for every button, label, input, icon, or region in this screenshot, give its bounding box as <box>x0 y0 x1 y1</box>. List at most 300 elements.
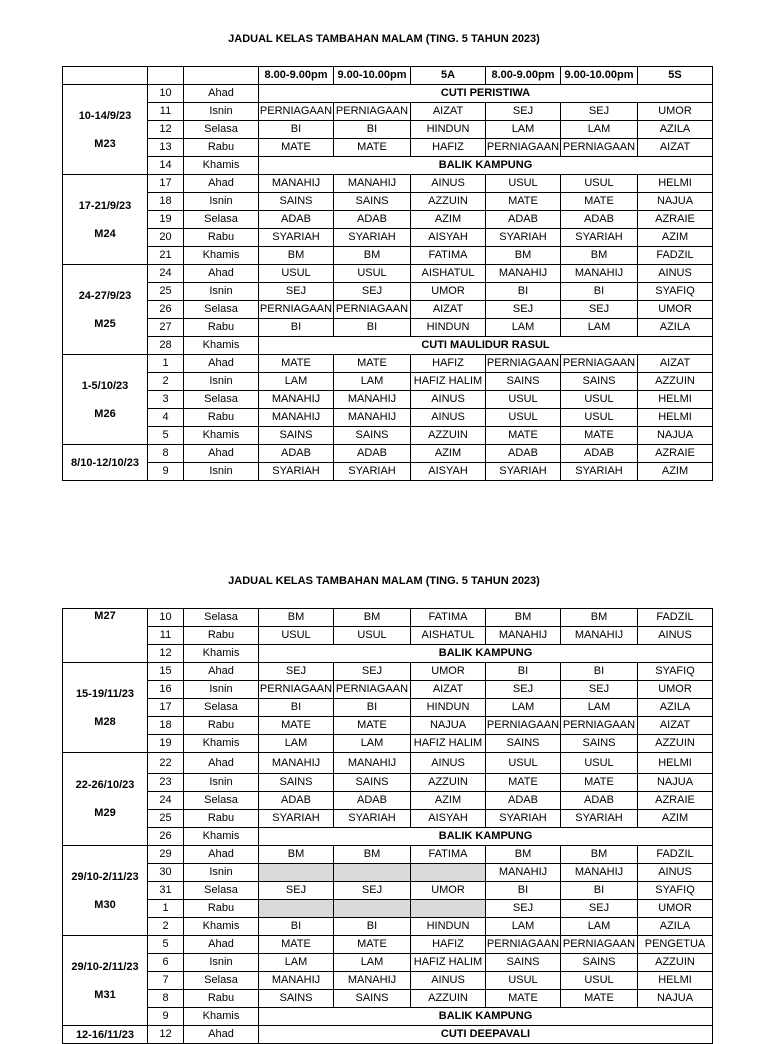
subject-cell: NAJUA <box>638 774 713 792</box>
subject-cell: NAJUA <box>638 990 713 1008</box>
subject-cell: SAINS <box>259 427 334 445</box>
subject-cell: USUL <box>561 175 638 193</box>
subject-cell: ADAB <box>486 445 561 463</box>
subject-cell: SEJ <box>259 283 334 301</box>
subject-cell: AZIM <box>638 229 713 247</box>
table-row <box>63 864 713 882</box>
subject-cell: ADAB <box>486 211 561 229</box>
subject-cell: AZZUIN <box>638 373 713 391</box>
subject-cell: SEJ <box>486 681 561 699</box>
header-cell: 5S <box>638 67 713 85</box>
date-cell: 24 <box>148 792 184 810</box>
subject-cell: BM <box>259 247 334 265</box>
schedule-table-1 <box>62 66 713 481</box>
subject-cell: BI <box>561 663 638 681</box>
subject-cell: UMOR <box>411 283 486 301</box>
subject-cell: MATE <box>486 990 561 1008</box>
day-cell: Khamis <box>184 918 259 936</box>
subject-cell: AZZUIN <box>411 774 486 792</box>
week-cell <box>63 1026 148 1044</box>
date-cell: 17 <box>148 699 184 717</box>
subject-cell: BI <box>486 663 561 681</box>
day-cell: Selasa <box>184 391 259 409</box>
table-row <box>63 283 713 301</box>
subject-cell: MANAHIJ <box>334 409 411 427</box>
subject-cell: LAM <box>334 735 411 753</box>
day-cell: Rabu <box>184 810 259 828</box>
day-cell: Isnin <box>184 103 259 121</box>
subject-cell: PERNIAGAAN <box>561 355 638 373</box>
subject-cell: BM <box>334 609 411 627</box>
subject-cell: MATE <box>561 427 638 445</box>
subject-cell: MATE <box>259 936 334 954</box>
subject-cell: ADAB <box>334 211 411 229</box>
subject-cell <box>411 864 486 882</box>
table-row <box>63 972 713 990</box>
subject-cell: ADAB <box>561 792 638 810</box>
subject-cell: SEJ <box>334 663 411 681</box>
day-cell: Ahad <box>184 936 259 954</box>
date-cell: 18 <box>148 717 184 735</box>
table-row <box>63 717 713 735</box>
week-cell <box>63 609 148 663</box>
subject-cell: SAINS <box>334 990 411 1008</box>
subject-cell: HELMI <box>638 391 713 409</box>
page-1-title: JADUAL KELAS TAMBAHAN MALAM (TING. 5 TAHUN 2023) <box>228 33 540 45</box>
subject-cell: MATE <box>486 193 561 211</box>
week-date: 12-16/11/23 <box>75 1028 135 1041</box>
date-cell: 9 <box>148 463 184 481</box>
subject-cell <box>334 864 411 882</box>
subject-cell: LAM <box>486 918 561 936</box>
subject-cell: LAM <box>561 699 638 717</box>
week-code: M29 <box>94 807 116 819</box>
subject-cell: USUL <box>259 265 334 283</box>
subject-cell: FADZIL <box>638 247 713 265</box>
subject-cell: LAM <box>561 918 638 936</box>
subject-cell: MANAHIJ <box>486 627 561 645</box>
table-row <box>63 301 713 319</box>
week-cell <box>63 936 148 1026</box>
day-cell: Khamis <box>184 337 259 355</box>
table-row <box>63 355 713 373</box>
subject-cell: ADAB <box>561 211 638 229</box>
subject-cell: BI <box>334 918 411 936</box>
table-row <box>63 427 713 445</box>
subject-cell: SEJ <box>259 663 334 681</box>
subject-cell: LAM <box>259 373 334 391</box>
date-cell: 4 <box>148 409 184 427</box>
subject-cell: PERNIAGAAN <box>334 301 411 319</box>
subject-cell: HELMI <box>638 753 713 774</box>
subject-cell: HAFIZ HALIM <box>411 373 486 391</box>
subject-cell: MATE <box>334 717 411 735</box>
date-cell: 12 <box>148 1026 184 1044</box>
date-cell: 26 <box>148 301 184 319</box>
date-cell: 11 <box>148 103 184 121</box>
subject-cell: NAJUA <box>411 717 486 735</box>
date-cell: 12 <box>148 645 184 663</box>
subject-cell: MATE <box>259 355 334 373</box>
subject-cell: PERNIAGAAN <box>259 681 334 699</box>
schedule-table-2 <box>62 608 713 1044</box>
subject-cell: SEJ <box>561 900 638 918</box>
subject-cell: SAINS <box>334 193 411 211</box>
event-cell: BALIK KAMPUNG <box>259 157 713 175</box>
subject-cell: SEJ <box>561 301 638 319</box>
subject-cell: MATE <box>259 717 334 735</box>
day-cell: Rabu <box>184 990 259 1008</box>
date-cell: 9 <box>148 1008 184 1026</box>
subject-cell: USUL <box>561 972 638 990</box>
subject-cell: SYARIAH <box>259 810 334 828</box>
date-cell: 25 <box>148 810 184 828</box>
date-cell: 14 <box>148 157 184 175</box>
subject-cell: SAINS <box>561 373 638 391</box>
subject-cell: PERNIAGAAN <box>561 936 638 954</box>
subject-cell: AINUS <box>411 972 486 990</box>
subject-cell: SYAFIQ <box>638 283 713 301</box>
subject-cell: LAM <box>259 954 334 972</box>
subject-cell: SYARIAH <box>259 463 334 481</box>
subject-cell: AINUS <box>411 175 486 193</box>
day-cell: Rabu <box>184 319 259 337</box>
subject-cell: PERNIAGAAN <box>486 355 561 373</box>
table-row <box>63 193 713 211</box>
subject-cell: MATE <box>561 990 638 1008</box>
date-cell: 10 <box>148 609 184 627</box>
subject-cell: BM <box>486 846 561 864</box>
subject-cell: USUL <box>334 265 411 283</box>
week-date: 1-5/10/23 <box>81 379 129 392</box>
day-cell: Khamis <box>184 1008 259 1026</box>
event-cell: BALIK KAMPUNG <box>259 645 713 663</box>
table-row <box>63 627 713 645</box>
table-row <box>63 846 713 864</box>
week-code: M31 <box>94 988 116 1001</box>
header-cell: 5A <box>411 67 486 85</box>
subject-cell: MANAHIJ <box>334 391 411 409</box>
subject-cell: MANAHIJ <box>486 265 561 283</box>
date-cell: 1 <box>148 355 184 373</box>
subject-cell: LAM <box>259 735 334 753</box>
subject-cell: UMOR <box>411 663 486 681</box>
table-row <box>63 699 713 717</box>
subject-cell: AZILA <box>638 319 713 337</box>
week-date: 29/10-2/11/23 <box>71 870 139 883</box>
subject-cell: MANAHIJ <box>561 864 638 882</box>
subject-cell: USUL <box>561 391 638 409</box>
subject-cell: LAM <box>561 319 638 337</box>
table-row <box>63 85 713 103</box>
day-cell: Ahad <box>184 445 259 463</box>
subject-cell: MANAHIJ <box>259 175 334 193</box>
subject-cell: PERNIAGAAN <box>334 103 411 121</box>
subject-cell: HINDUN <box>411 121 486 139</box>
subject-cell: USUL <box>561 753 638 774</box>
page-2-title: JADUAL KELAS TAMBAHAN MALAM (TING. 5 TAHUN 2023) <box>228 575 540 587</box>
subject-cell: HELMI <box>638 175 713 193</box>
subject-cell: AZZUIN <box>638 954 713 972</box>
subject-cell: BI <box>259 699 334 717</box>
day-cell: Selasa <box>184 792 259 810</box>
subject-cell: MANAHIJ <box>334 972 411 990</box>
table-row <box>63 139 713 157</box>
date-cell: 8 <box>148 990 184 1008</box>
day-cell: Khamis <box>184 157 259 175</box>
subject-cell: USUL <box>259 627 334 645</box>
day-cell: Selasa <box>184 301 259 319</box>
table-row <box>63 211 713 229</box>
table-row <box>63 1008 713 1026</box>
day-cell: Selasa <box>184 882 259 900</box>
subject-cell: BM <box>561 609 638 627</box>
subject-cell: SEJ <box>486 301 561 319</box>
date-cell: 25 <box>148 283 184 301</box>
subject-cell: BI <box>334 699 411 717</box>
week-date: 15-19/11/23 <box>75 687 135 700</box>
week-code: M28 <box>94 715 116 728</box>
day-cell: Ahad <box>184 355 259 373</box>
subject-cell: SYARIAH <box>561 229 638 247</box>
date-cell: 22 <box>148 753 184 774</box>
subject-cell: MATE <box>561 774 638 792</box>
week-date: 22-26/10/23 <box>75 779 135 791</box>
date-cell: 13 <box>148 139 184 157</box>
subject-cell: UMOR <box>638 900 713 918</box>
week-cell <box>63 445 148 481</box>
subject-cell: PERNIAGAAN <box>561 717 638 735</box>
table-row <box>63 265 713 283</box>
week-code: M24 <box>94 227 116 240</box>
table-row <box>63 774 713 792</box>
subject-cell: ADAB <box>486 792 561 810</box>
header-cell: 8.00-9.00pm <box>259 67 334 85</box>
subject-cell: SAINS <box>334 427 411 445</box>
week-cell <box>63 175 148 265</box>
table-row <box>63 936 713 954</box>
day-cell: Isnin <box>184 283 259 301</box>
subject-cell: SEJ <box>334 882 411 900</box>
day-cell: Selasa <box>184 609 259 627</box>
week-code: M23 <box>94 137 116 150</box>
week-code: M30 <box>94 898 116 911</box>
subject-cell: BI <box>334 121 411 139</box>
subject-cell: AINUS <box>411 391 486 409</box>
subject-cell: PERNIAGAAN <box>259 301 334 319</box>
subject-cell: AZZUIN <box>411 193 486 211</box>
day-cell: Ahad <box>184 85 259 103</box>
subject-cell: AIZAT <box>638 717 713 735</box>
day-cell: Isnin <box>184 373 259 391</box>
subject-cell: LAM <box>486 699 561 717</box>
subject-cell: USUL <box>561 409 638 427</box>
subject-cell: MATE <box>334 139 411 157</box>
subject-cell: BM <box>334 247 411 265</box>
date-cell: 24 <box>148 265 184 283</box>
day-cell: Khamis <box>184 735 259 753</box>
subject-cell: AZIM <box>638 463 713 481</box>
subject-cell: BI <box>259 121 334 139</box>
subject-cell: ADAB <box>334 445 411 463</box>
subject-cell: AZRAIE <box>638 792 713 810</box>
table-row <box>63 645 713 663</box>
subject-cell: MANAHIJ <box>561 627 638 645</box>
subject-cell <box>259 864 334 882</box>
subject-cell: MANAHIJ <box>259 753 334 774</box>
date-cell: 16 <box>148 681 184 699</box>
header-cell: 9.00-10.00pm <box>334 67 411 85</box>
subject-cell: AZILA <box>638 121 713 139</box>
subject-cell: BI <box>561 283 638 301</box>
header-cell: 9.00-10.00pm <box>561 67 638 85</box>
subject-cell: USUL <box>486 409 561 427</box>
day-cell: Selasa <box>184 699 259 717</box>
subject-cell: AIZAT <box>411 681 486 699</box>
subject-cell: SYAFIQ <box>638 882 713 900</box>
table-row <box>63 175 713 193</box>
subject-cell: AZRAIE <box>638 211 713 229</box>
table-row <box>63 828 713 846</box>
day-cell: Rabu <box>184 409 259 427</box>
table-row <box>63 735 713 753</box>
subject-cell: BI <box>334 319 411 337</box>
subject-cell: AZRAIE <box>638 445 713 463</box>
subject-cell: ADAB <box>259 445 334 463</box>
subject-cell: PERNIAGAAN <box>561 139 638 157</box>
date-cell: 3 <box>148 391 184 409</box>
table-row <box>63 157 713 175</box>
day-cell: Isnin <box>184 463 259 481</box>
subject-cell: FATIMA <box>411 247 486 265</box>
table-row <box>63 409 713 427</box>
day-cell: Rabu <box>184 229 259 247</box>
table-row <box>63 319 713 337</box>
subject-cell: ADAB <box>561 445 638 463</box>
week-date: 17-21/9/23 <box>78 199 132 212</box>
week-cell <box>63 265 148 355</box>
date-cell: 21 <box>148 247 184 265</box>
subject-cell: AZZUIN <box>411 990 486 1008</box>
subject-cell: AZIM <box>411 211 486 229</box>
event-cell: CUTI MAULIDUR RASUL <box>259 337 713 355</box>
table-row <box>63 609 713 627</box>
week-cell <box>63 753 148 846</box>
subject-cell: AZZUIN <box>411 427 486 445</box>
day-cell: Selasa <box>184 121 259 139</box>
date-cell: 30 <box>148 864 184 882</box>
subject-cell: AINUS <box>411 409 486 427</box>
subject-cell: HAFIZ HALIM <box>411 954 486 972</box>
subject-cell: BI <box>259 319 334 337</box>
date-cell: 12 <box>148 121 184 139</box>
table-row <box>63 681 713 699</box>
subject-cell: SAINS <box>259 193 334 211</box>
subject-cell: FATIMA <box>411 846 486 864</box>
subject-cell: MANAHIJ <box>486 864 561 882</box>
subject-cell: SEJ <box>486 103 561 121</box>
subject-cell: HAFIZ HALIM <box>411 735 486 753</box>
subject-cell: SAINS <box>486 954 561 972</box>
subject-cell: SEJ <box>561 103 638 121</box>
subject-cell: SYARIAH <box>259 229 334 247</box>
subject-cell <box>411 900 486 918</box>
subject-cell: AISYAH <box>411 463 486 481</box>
subject-cell: FATIMA <box>411 609 486 627</box>
subject-cell: MANAHIJ <box>259 391 334 409</box>
subject-cell: AISHATUL <box>411 627 486 645</box>
subject-cell: AZZUIN <box>638 735 713 753</box>
date-cell: 8 <box>148 445 184 463</box>
subject-cell: SAINS <box>334 774 411 792</box>
subject-cell: SEJ <box>486 900 561 918</box>
event-cell: BALIK KAMPUNG <box>259 828 713 846</box>
subject-cell: SAINS <box>561 735 638 753</box>
week-code: M26 <box>94 407 116 420</box>
subject-cell: SYAFIQ <box>638 663 713 681</box>
subject-cell: SYARIAH <box>334 463 411 481</box>
subject-cell: SYARIAH <box>561 810 638 828</box>
table-row <box>63 103 713 121</box>
day-cell: Selasa <box>184 972 259 990</box>
day-cell: Khamis <box>184 247 259 265</box>
date-cell: 26 <box>148 828 184 846</box>
week-cell <box>63 355 148 445</box>
day-cell: Khamis <box>184 828 259 846</box>
subject-cell: NAJUA <box>638 427 713 445</box>
subject-cell: LAM <box>561 121 638 139</box>
day-cell: Rabu <box>184 139 259 157</box>
date-cell: 19 <box>148 735 184 753</box>
subject-cell: USUL <box>334 627 411 645</box>
date-cell: 31 <box>148 882 184 900</box>
subject-cell: BI <box>486 882 561 900</box>
subject-cell: AIZAT <box>638 139 713 157</box>
subject-cell: AINUS <box>638 864 713 882</box>
day-cell: Khamis <box>184 645 259 663</box>
event-cell: BALIK KAMPUNG <box>259 1008 713 1026</box>
subject-cell: MATE <box>334 936 411 954</box>
table-row <box>63 247 713 265</box>
subject-cell: AZILA <box>638 918 713 936</box>
subject-cell: UMOR <box>638 301 713 319</box>
subject-cell: NAJUA <box>638 193 713 211</box>
subject-cell: LAM <box>486 121 561 139</box>
subject-cell: SEJ <box>561 681 638 699</box>
subject-cell: HAFIZ <box>411 355 486 373</box>
table-row <box>63 918 713 936</box>
day-cell: Isnin <box>184 681 259 699</box>
subject-cell: AINUS <box>638 265 713 283</box>
date-cell: 2 <box>148 373 184 391</box>
table-row <box>63 882 713 900</box>
subject-cell: HELMI <box>638 972 713 990</box>
table-row <box>63 391 713 409</box>
event-cell: CUTI DEEPAVALI <box>259 1026 713 1044</box>
week-code: M25 <box>94 317 116 330</box>
table-row <box>63 990 713 1008</box>
date-cell: 1 <box>148 900 184 918</box>
day-cell: Ahad <box>184 846 259 864</box>
week-date: 8/10-12/10/23 <box>71 456 139 469</box>
subject-cell: SYARIAH <box>486 463 561 481</box>
week-cell <box>63 85 148 175</box>
date-cell: 11 <box>148 627 184 645</box>
subject-cell: HINDUN <box>411 319 486 337</box>
subject-cell: SAINS <box>259 774 334 792</box>
subject-cell: UMOR <box>638 103 713 121</box>
day-cell: Ahad <box>184 753 259 774</box>
